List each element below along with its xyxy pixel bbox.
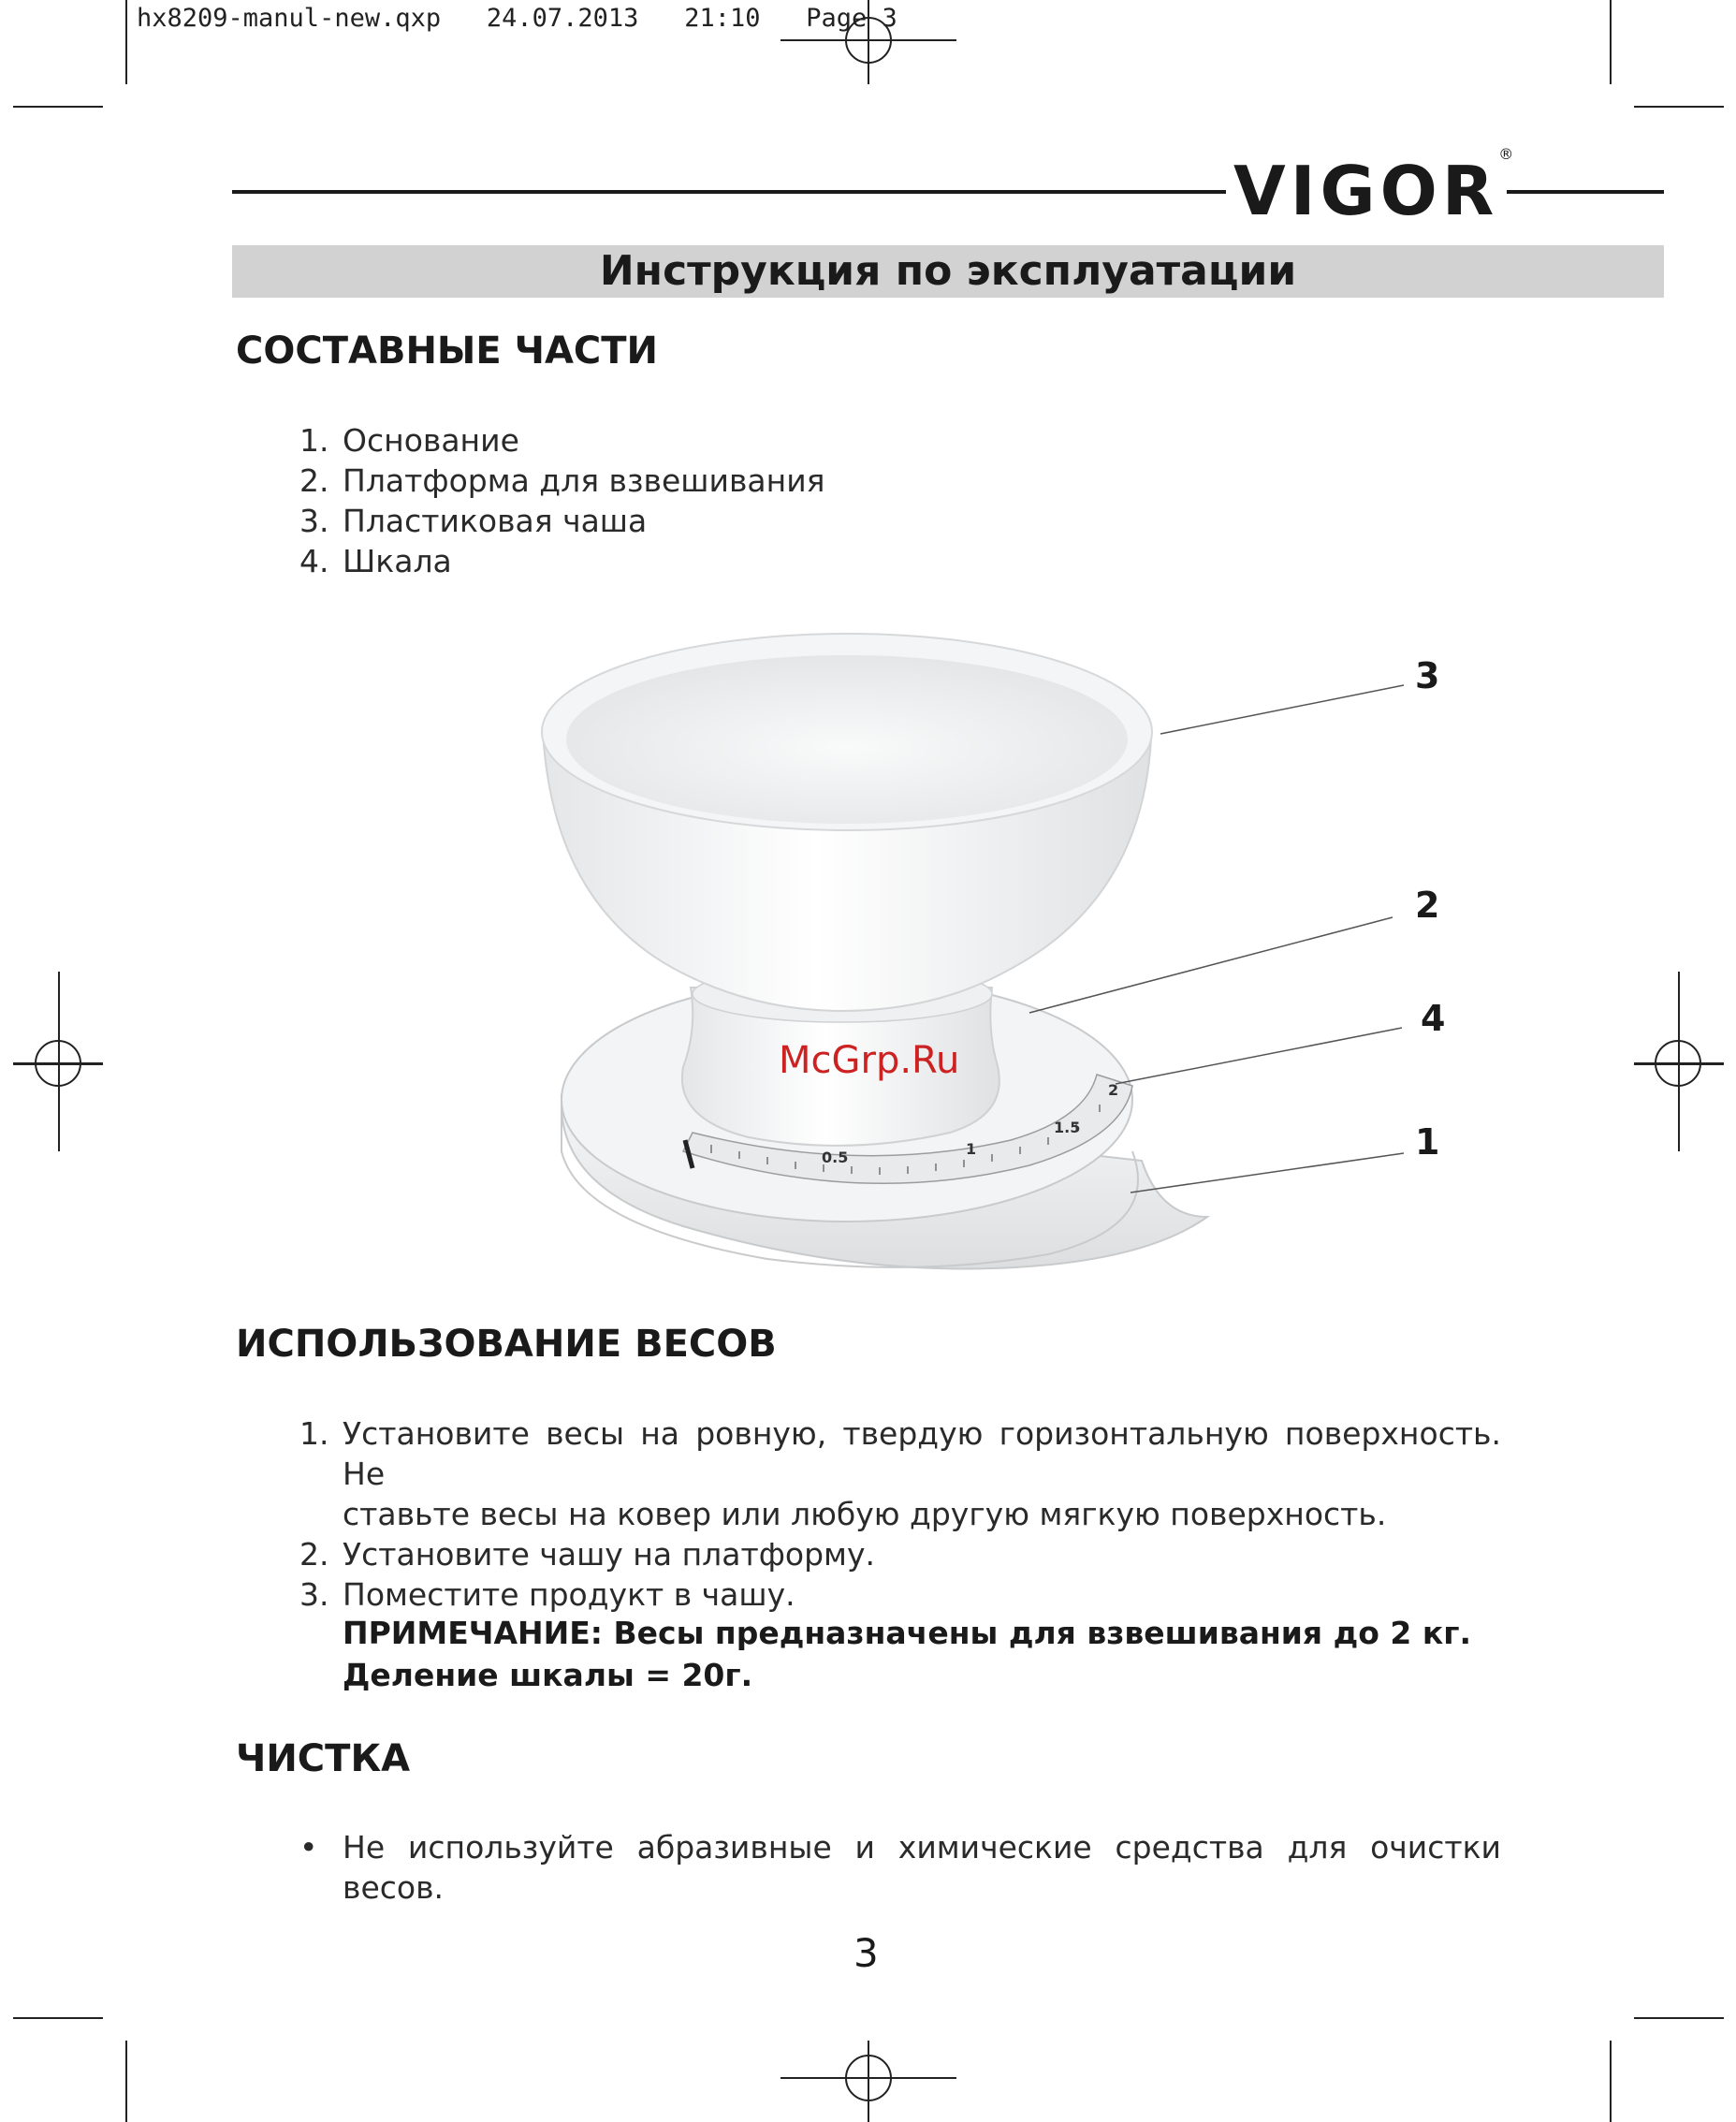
list-item: • Не используйте абразивные и химические средства для очистки весов. bbox=[299, 1829, 1501, 1906]
header-rule-left bbox=[232, 190, 1226, 194]
dial-label: 1 bbox=[966, 1140, 977, 1158]
brand-logo: VIGOR® bbox=[1233, 145, 1514, 230]
list-item: 1. Основание bbox=[299, 422, 519, 459]
parts-heading: СОСТАВНЫЕ ЧАСТИ bbox=[236, 329, 659, 373]
cleaning-heading: ЧИСТКА bbox=[236, 1737, 411, 1780]
list-item: 2. Установите чашу на платформу. bbox=[299, 1536, 875, 1573]
list-item: 3. Поместите продукт в чашу. bbox=[299, 1576, 795, 1613]
print-slug: hx8209-manul-new.qxp 24.07.2013 21:10 Page 3 bbox=[137, 4, 897, 33]
dial-label: 0.5 bbox=[822, 1149, 849, 1166]
callout-2: 2 bbox=[1415, 885, 1440, 926]
list-item: 2. Платформа для взвешивания bbox=[299, 462, 825, 499]
dial-label: 1.5 bbox=[1054, 1119, 1081, 1136]
usage-list bbox=[299, 1413, 1501, 1615]
callout-1: 1 bbox=[1415, 1121, 1440, 1163]
list-item: 1. Установите весы на ровную, твердую горизонтальную поверхность. Не ставьте весы на ковер или любую другую мягкую поверхность. bbox=[299, 1415, 1501, 1532]
list-item: 4. Шкала bbox=[299, 543, 452, 579]
parts-list bbox=[299, 420, 1142, 581]
page-number: 3 bbox=[853, 1930, 879, 1976]
title-bar bbox=[232, 245, 1664, 298]
callout-3: 3 bbox=[1415, 655, 1440, 696]
note: ПРИМЕЧАНИЕ: Весы предназначены для взвешивания до 2 кг. Деление шкалы = 20г. bbox=[343, 1615, 1472, 1693]
page-title: Инструкция по эксплуатации bbox=[599, 247, 1297, 295]
callout-4: 4 bbox=[1421, 998, 1446, 1039]
scale-illustration bbox=[524, 627, 1441, 1282]
header-rule-right bbox=[1507, 190, 1664, 194]
usage-heading: ИСПОЛЬЗОВАНИЕ ВЕСОВ bbox=[236, 1323, 777, 1366]
watermark: McGrp.Ru bbox=[779, 1039, 960, 1082]
cleaning-list bbox=[299, 1827, 1501, 1908]
list-item: 3. Пластиковая чаша bbox=[299, 503, 648, 539]
dial-label: 2 bbox=[1108, 1081, 1119, 1099]
